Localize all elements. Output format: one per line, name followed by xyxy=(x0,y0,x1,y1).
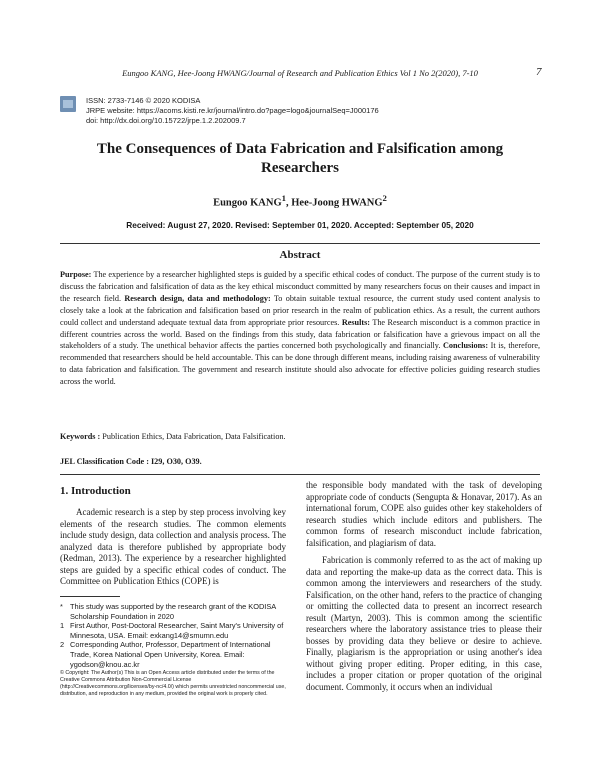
keywords-label: Keywords : xyxy=(60,432,101,441)
abstract-top-rule xyxy=(60,243,540,244)
conclusions-label: Conclusions: xyxy=(443,341,489,351)
page-number: 7 xyxy=(536,66,542,78)
doi-line: doi: http://dx.doi.org/10.15722/jrpe.1.2.202009.7 xyxy=(86,116,246,125)
journal-logo-icon xyxy=(60,96,76,112)
author-1: Eungoo KANG xyxy=(213,197,282,209)
conclusions-text: It is, therefore, recommended that researchers should be held accountable. This can be done through different means, including raising awareness of vulnerability to data fabrication and falsification. The government and research institute should also advocate for effective policies guiding research studies across the world. xyxy=(60,341,540,387)
authors xyxy=(60,193,540,209)
title-line-1: The Consequences of Data Fabrication and Falsification among xyxy=(96,141,504,157)
purpose-text: The experience by a researcher highlighted steps is guided by a specific ethical codes of conduct. The purpose of the current study is to discuss the fabrication and falsification of data as the key ethical misconduct committed by many researchers focus on their causes and impact in the research field. xyxy=(60,270,540,303)
footnote-text: First Author, Post-Doctoral Researcher, Saint Mary's University of Minnesota, USA. Email: exkang14@smumn.edu xyxy=(70,621,284,640)
keywords-text: Publication Ethics, Data Fabrication, Data Falsification. xyxy=(100,432,286,441)
issn-line: ISSN: 2733-7146 © 2020 KODISA xyxy=(86,96,201,105)
intro-paragraph-1: Academic research is a step by step process involving key elements of the research studies. The common elements include study design, data collection and analysis process. The analyzed data is therefore published by appropriate body (Redman, 2013). The experience by a researcher highlighted steps are guided by a specific ethical codes of conduct. The Committee on Publication Ethics (COPE) is xyxy=(60,507,286,586)
method-text: To obtain suitable textual resource, the current study used content analysis to closely take a look at the fabrication and falsification based on prior research in the realm of publication ethics. As a result, the current authors could collect and understand adequate textual data from appropriate prior resources. xyxy=(60,293,540,327)
footnote-text: This study was supported by the research grant of the KODISA Scholarship Foundation in 2020 xyxy=(70,602,276,621)
footnote-mark: * xyxy=(60,602,63,611)
intro-paragraph-2: Fabrication is commonly referred to as the act of making up data and reporting the make-up data as the correct data. This is common among the interviewers and researchers of the study. Falsification, on the other hand, refers to the practice of changing or omitting the collected data to present an incorrect research result (Martyn, 2003). This is common among the scientific researchers where the laboratory assistance tries to please their bosses by providing data they believe or desire to achieve. Finally, plagiarism is the appropriation or using another's idea without giving proper editing. Proper editing, in this case, includes a proper citation or proper quotation of the original document. Commonly, it occurs when an individual xyxy=(306,555,542,692)
jel-codes: JEL Classification Code : I29, O30, O39. xyxy=(60,457,202,466)
abstract-bottom-rule xyxy=(60,474,540,475)
results-label: Results: xyxy=(341,317,371,327)
author-separator: , xyxy=(286,197,292,209)
footnote xyxy=(60,602,286,621)
intro-right-column xyxy=(306,480,542,693)
footnote-rule xyxy=(60,596,120,597)
footnote xyxy=(60,640,286,669)
author-2-affiliation: 2 xyxy=(382,193,387,203)
website-line: JRPE website: https://acoms.kisti.re.kr/journal/intro.do?page=logo&journalSeq=J000176 xyxy=(86,106,379,115)
footnote-mark: 2 xyxy=(60,640,65,650)
section-heading: 1. Introduction xyxy=(60,485,131,497)
paper-title xyxy=(60,140,540,178)
footnote-text: Corresponding Author, Professor, Department of International Trade, Korea National Open University, Korea. Email: ygodson@knou.ac.kr xyxy=(70,640,271,669)
footnotes xyxy=(60,602,286,669)
intro-left-column xyxy=(60,507,286,588)
author-1-affiliation: 1 xyxy=(281,193,286,203)
footnote xyxy=(60,621,286,640)
running-head: Eungoo KANG, Hee-Joong HWANG/Journal of Research and Publication Ethics Vol 1 No 2(2020), 7-10 xyxy=(122,68,478,78)
journal-meta xyxy=(86,96,379,126)
results-text: The Research misconduct is a common practice in different countries across the world. Based on the findings from this study, data fabrication or falsification have a grievous impact on all the stakeholders of a study. The unethical behavior affects the parties concerned both psychologically and financially. xyxy=(60,317,540,351)
intro-paragraph-1-continued: the responsible body mandated with the task of developing appropriate code of conducts (Sengupta & Honavar, 2017). As an international forum, COPE also guides other key stakeholders of research studies which include editors and publishers. The common forms of research misconduct include fabrication, falsification, and plagiarism of data. xyxy=(306,480,542,548)
title-line-2: Researchers xyxy=(260,160,340,176)
method-label: Research design, data and methodology: xyxy=(124,293,271,303)
purpose-label: Purpose: xyxy=(60,270,92,279)
author-2: Hee-Joong HWANG xyxy=(291,197,383,209)
abstract-heading: Abstract xyxy=(279,249,321,261)
abstract-body xyxy=(60,269,540,388)
received-dates: Received: August 27, 2020. Revised: September 01, 2020. Accepted: September 05, 2020 xyxy=(126,220,474,230)
copyright-notice: © Copyright: The Author(s) This is an Open Access article distributed under the terms of the Creative Commons Attribution Non-Commercial License (http://Creativecommons.org/licenses/by-nc/4.0/) which permits unrestricted noncommercial use, distribution, and reproduction in any medium, provided the original work is properly cited. xyxy=(60,670,286,697)
footnote-mark: 1 xyxy=(60,621,65,631)
keywords xyxy=(60,432,540,441)
